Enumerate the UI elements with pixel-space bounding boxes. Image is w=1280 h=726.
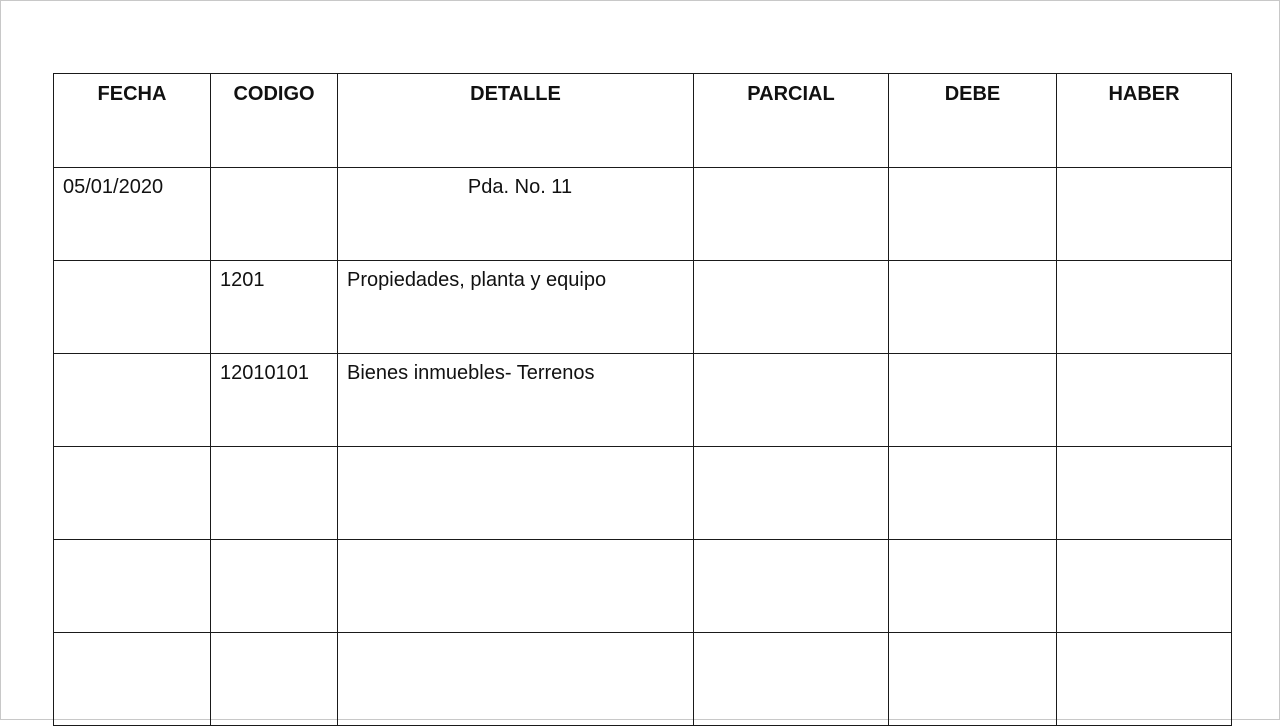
cell-fecha xyxy=(54,540,211,633)
cell-fecha xyxy=(54,447,211,540)
header-detalle: DETALLE xyxy=(338,74,694,168)
journal-table xyxy=(53,73,1232,726)
cell-detalle xyxy=(338,447,694,540)
cell-detalle: Bienes inmuebles- Terrenos xyxy=(338,354,694,447)
cell-fecha xyxy=(54,354,211,447)
header-debe: DEBE xyxy=(889,74,1057,168)
cell-fecha xyxy=(54,633,211,726)
table-row xyxy=(54,633,1232,726)
cell-haber xyxy=(1057,633,1232,726)
header-parcial: PARCIAL xyxy=(694,74,889,168)
table-row xyxy=(54,354,1232,447)
cell-codigo xyxy=(211,633,338,726)
cell-haber xyxy=(1057,168,1232,261)
header-haber: HABER xyxy=(1057,74,1232,168)
cell-haber xyxy=(1057,354,1232,447)
header-fecha: FECHA xyxy=(54,74,211,168)
cell-detalle: Propiedades, planta y equipo xyxy=(338,261,694,354)
cell-haber xyxy=(1057,261,1232,354)
cell-debe xyxy=(889,168,1057,261)
table-row xyxy=(54,447,1232,540)
cell-parcial xyxy=(694,354,889,447)
cell-parcial xyxy=(694,168,889,261)
cell-detalle xyxy=(338,540,694,633)
cell-parcial xyxy=(694,633,889,726)
cell-debe xyxy=(889,633,1057,726)
table-row xyxy=(54,168,1232,261)
cell-fecha xyxy=(54,261,211,354)
cell-codigo xyxy=(211,447,338,540)
cell-debe xyxy=(889,354,1057,447)
cell-haber xyxy=(1057,447,1232,540)
header-row xyxy=(54,74,1232,168)
cell-codigo: 1201 xyxy=(211,261,338,354)
cell-fecha: 05/01/2020 xyxy=(54,168,211,261)
cell-parcial xyxy=(694,261,889,354)
cell-debe xyxy=(889,447,1057,540)
header-codigo: CODIGO xyxy=(211,74,338,168)
table-row xyxy=(54,261,1232,354)
cell-parcial xyxy=(694,447,889,540)
cell-parcial xyxy=(694,540,889,633)
cell-haber xyxy=(1057,540,1232,633)
cell-detalle: Pda. No. 11 xyxy=(338,168,694,261)
cell-debe xyxy=(889,540,1057,633)
cell-debe xyxy=(889,261,1057,354)
cell-codigo xyxy=(211,168,338,261)
cell-codigo xyxy=(211,540,338,633)
cell-codigo: 12010101 xyxy=(211,354,338,447)
cell-detalle xyxy=(338,633,694,726)
table-row xyxy=(54,540,1232,633)
